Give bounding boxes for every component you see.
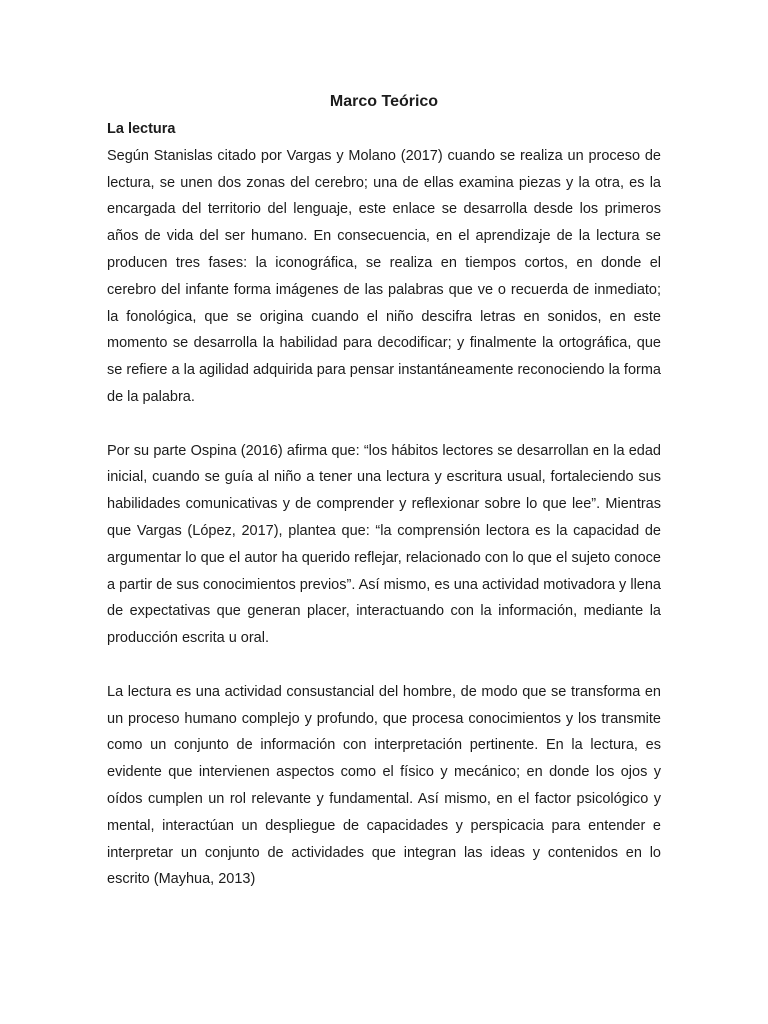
document-page [107,88,661,920]
paragraph-1: Según Stanislas citado por Vargas y Molano (2017) cuando se realiza un proceso de lectura, se unen dos zonas del cerebro; una de ellas examina piezas y la otra, es la encargada del territorio del lenguaje, este enlace se desarrolla desde los primeros años de vida del ser humano. En consecuencia, en el aprendizaje de la lectura se producen tres fases: la iconográfica, se realiza en tiempos cortos, en donde el cerebro del infante forma imágenes de las palabras que ve o recuerda de inmediato; la fonológica, que se origina cuando el niño descifra letras en sonidos, en este momento se desarrolla la habilidad para decodificar; y finalmente la ortográfica, que se refiere a la agilidad adquirida para pensar instantáneamente reconociendo la forma de la palabra. [107,147,661,405]
section-heading: La lectura [107,121,176,137]
page-title: Marco Teórico [329,93,439,110]
paragraph-3: La lectura es una actividad consustancial del hombre, de modo que se transforma en un proceso humano complejo y profundo, que procesa conocimientos y los transmite como un conjunto de información con interpretación pertinente. En la lectura, es evidente que intervienen aspectos como el físico y mecánico; en donde los ojos y oídos cumplen un rol relevante y fundamental. Así mismo, en el factor psicológico y mental, interactúan un despliegue de capacidades y perspicacia para entender e interpretar un conjunto de actividades que integran las ideas y contenidos en lo escrito (Mayhua, 2013) [107,683,661,888]
paragraph-2: Por su parte Ospina (2016) afirma que: “los hábitos lectores se desarrollan en la edad inicial, cuando se guía al niño a tener una lectura y escritura usual, fortaleciendo sus habilidades comunicativas y de comprender y reflexionar sobre lo que lee”. Mientras que Vargas (López, 2017), plantea que: “la comprensión lectora es la capacidad de argumentar lo que el autor ha querido reflejar, relacionado con lo que el sujeto conoce a partir de sus conocimientos previos”. Así mismo, es una actividad motivadora y llena de expectativas que generan placer, interactuando con la información, mediante la producción escrita u oral. [107,442,661,647]
